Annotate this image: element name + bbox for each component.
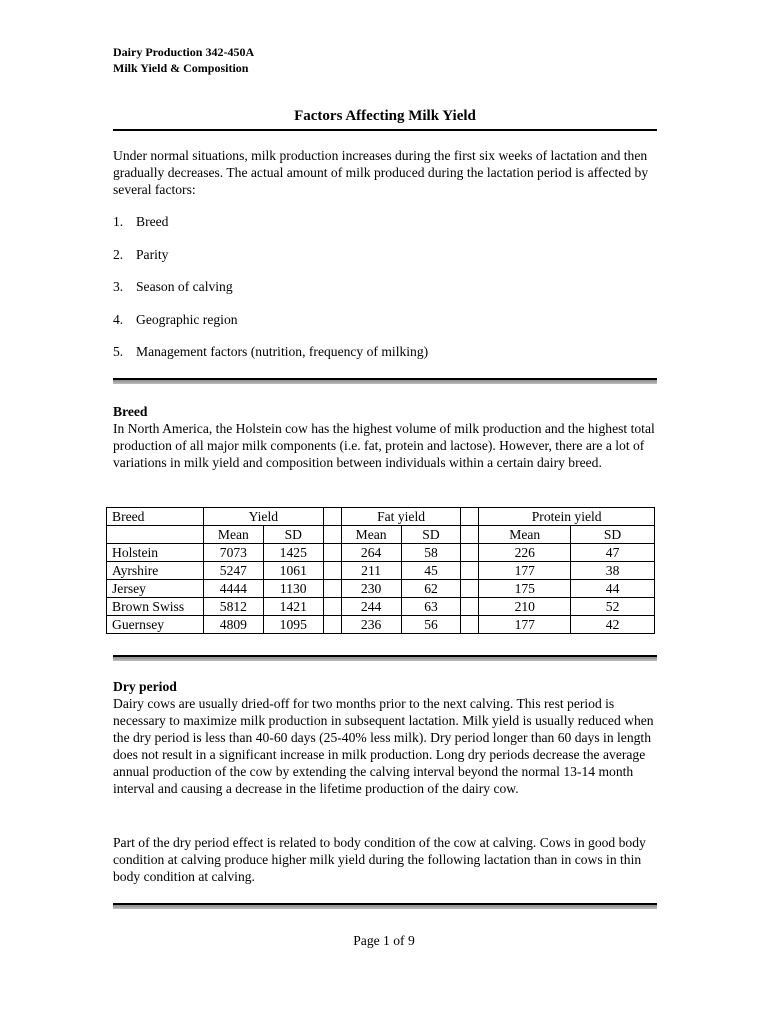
- table-row: Ayrshire 5247 1061 211 45 177 38: [107, 562, 655, 580]
- page-number: Page 1 of 9: [353, 933, 415, 948]
- dry-period-paragraph-1: Dairy cows are usually dried-off for two months prior to the next calving. This rest period is necessary to maximize milk production in subsequent lactation. Milk yield is usually reduced when the dry period is less than 40-60 days (25-40% less milk). Dry period longer than 60 days in length does not result in a significant increase in milk production. Long dry periods decrease the average annual production of the cow by extending the calving interval beyond the normal 13-14 month interval and causing a decrease in the lifetime production of the dairy cow.: [113, 696, 654, 796]
- list-item: 1. Breed: [113, 214, 169, 229]
- table-row: Guernsey 4809 1095 236 56 177 42: [107, 616, 655, 634]
- breed-paragraph: In North America, the Holstein cow has the highest volume of milk production and the highest total production of all major milk components (i.e. fat, protein and lactose). However, there are a lot of variations in milk yield and composition between individuals within a certain dairy breed.: [113, 421, 655, 470]
- section-divider: [113, 903, 657, 909]
- running-header: [113, 44, 254, 76]
- dry-period-paragraph-2: Part of the dry period effect is related to body condition of the cow at calving. Cows in good body condition at calving produce higher milk yield during the following lactation than in cows in thin body condition at calving.: [113, 835, 646, 884]
- list-item: 5. Management factors (nutrition, frequency of milking): [113, 344, 429, 360]
- table-row: Brown Swiss 5812 1421 244 63 210 52: [107, 598, 655, 616]
- page-title: Factors Affecting Milk Yield: [294, 108, 476, 124]
- section-divider: [113, 655, 657, 661]
- column-header-breed: Breed: [107, 508, 204, 526]
- breed-section: [113, 403, 658, 471]
- course-code: Dairy Production 342-450A: [113, 45, 255, 59]
- intro-paragraph: Under normal situations, milk production increases during the first six weeks of lactation and then gradually decreases. The actual amount of milk produced during the lactation period is affected by several factors:: [113, 148, 649, 197]
- section-divider: [113, 378, 657, 384]
- list-item: 3. Season of calving: [113, 279, 233, 295]
- course-topic: Milk Yield & Composition: [113, 61, 249, 75]
- breed-yield-table: [106, 507, 655, 634]
- table-row: Holstein 7073 1425 264 58 226 47: [107, 544, 655, 562]
- dry-period-heading: Dry period: [113, 679, 177, 694]
- title-underline: [113, 129, 657, 131]
- column-header-fat-yield: Fat yield: [341, 508, 461, 526]
- factors-list: [113, 213, 658, 376]
- breed-heading: Breed: [113, 404, 148, 419]
- column-header-protein-yield: Protein yield: [479, 508, 655, 526]
- dry-period-section: [113, 678, 658, 797]
- table-subheader-row: Mean SD Mean SD Mean SD: [107, 526, 655, 544]
- table-row: Jersey 4444 1130 230 62 175 44: [107, 580, 655, 598]
- list-item: 4. Geographic region: [113, 311, 238, 327]
- list-item: 2. Parity: [113, 246, 169, 262]
- column-header-yield: Yield: [203, 508, 323, 526]
- table-header-row: [107, 508, 655, 526]
